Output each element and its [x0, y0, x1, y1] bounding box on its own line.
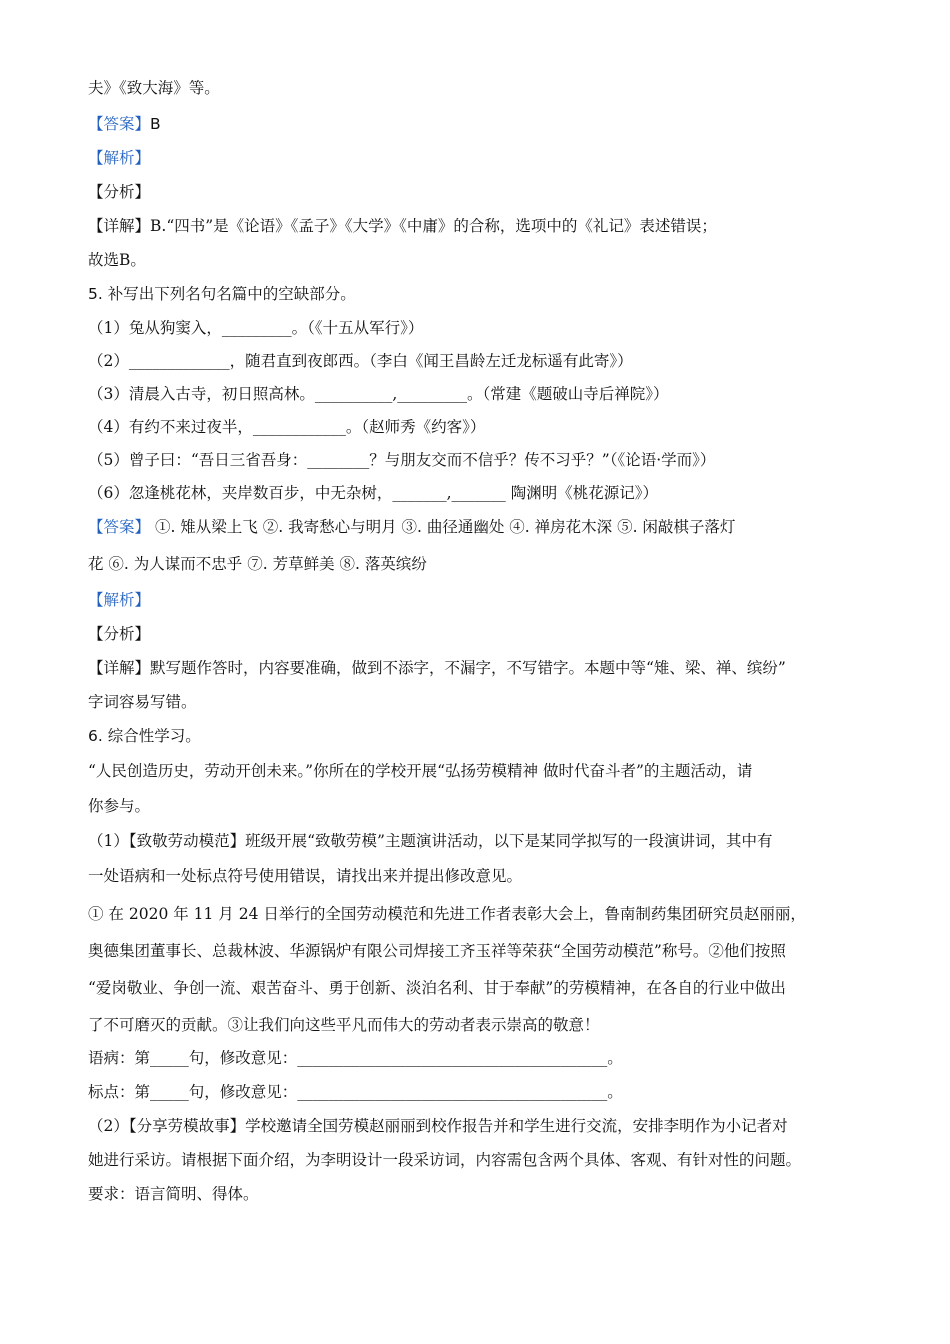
- analysis-tag: 【解析】: [88, 149, 151, 167]
- answer-line: 【答案】B: [88, 115, 161, 133]
- analysis-line: [88, 148, 150, 168]
- text-line: 一处语病和一处标点符号使用错误，请找出来并提出修改意见。: [88, 867, 523, 885]
- text-line: 花 ⑥. 为人谋而不忠乎 ⑦. 芳草鲜美 ⑧. 落英缤纷: [88, 555, 427, 573]
- text-line: 她进行采访。请根据下面介绍，为李明设计一段采访词，内容需包含两个具体、客观、有针对性的问题。: [88, 1151, 802, 1169]
- answer-tag: 【答案】: [88, 115, 151, 133]
- text-line: （3）清晨入古寺，初日照高林。__________,_________。（常建《题破山寺后禅院》）: [88, 385, 669, 403]
- text-line: 要求：语言简明、得体。: [88, 1185, 259, 1203]
- question-heading: 6. 综合性学习。: [88, 727, 201, 745]
- analysis-tag: 【解析】: [88, 591, 151, 609]
- answer-tag: 【答案】: [88, 518, 151, 536]
- text-line: 【分析】: [88, 183, 151, 201]
- text-line: 夫》《致大海》等。: [88, 79, 220, 97]
- text-line: 字词容易写错。: [88, 693, 197, 711]
- quote-line: 奥德集团董事长、总裁林波、华源锅炉有限公司焊接工齐玉祥等荣获“全国劳动模范”称号。②他们按照: [88, 942, 786, 960]
- text-line: 故选B。: [88, 251, 146, 269]
- quote-line: 了不可磨灭的贡献。③让我们向这些平凡而伟大的劳动者表示崇高的敬意！: [88, 1016, 600, 1034]
- text-line: （6）忽逢桃花林，夹岸数百步，中无杂树，_______,_______ 陶渊明《桃花源记》）: [88, 484, 658, 502]
- text-line: 标点：第_____句，修改意见：________________________________________。: [88, 1083, 623, 1101]
- question-heading: 5. 补写出下列名句名篇中的空缺部分。: [88, 285, 356, 303]
- text-line: 【详解】默写题作答时，内容要准确，做到不添字，不漏字，不写错字。本题中等“雉、梁、禅、缤纷”: [88, 659, 786, 677]
- text-line: （1）【致敬劳动模范】班级开展“致敬劳模”主题演讲活动，以下是某同学拟写的一段演讲词，其中有: [88, 832, 773, 850]
- quote-line: ① 在 2020 年 11 月 24 日举行的全国劳动模范和先进工作者表彰大会上，鲁南制药集团研究员赵丽丽，: [88, 905, 806, 923]
- text-line: （2）【分享劳模故事】学校邀请全国劳模赵丽丽到校作报告并和学生进行交流，安排李明作为小记者对: [88, 1117, 788, 1135]
- text-line: （1）兔从狗窦入，_________。（《十五从军行》）: [88, 319, 424, 337]
- text-line: （4）有约不来过夜半，____________。（赵师秀《约客》）: [88, 418, 486, 436]
- text-line: 语病：第_____句，修改意见：________________________________________。: [88, 1049, 623, 1067]
- text-line: 【详解】B.“四书”是《论语》《孟子》《大学》《中庸》的合称，选项中的《礼记》表述错误；: [88, 217, 717, 235]
- text-line: 【分析】: [88, 625, 151, 643]
- answer-line: 【答案】 ①. 雉从梁上飞 ②. 我寄愁心与明月 ③. 曲径通幽处 ④. 禅房花木深 ⑤. 闲敲棋子落灯: [88, 518, 736, 536]
- text-line: 你参与。: [88, 797, 151, 815]
- text-line: （5）曾子曰：“吾日三省吾身：________？与朋友交而不信乎？传不习乎？”（《论语·学而》）: [88, 451, 716, 469]
- analysis-line: [88, 590, 150, 610]
- quote-line: “爱岗敬业、争创一流、艰苦奋斗、勇于创新、淡泊名利、甘于奉献”的劳模精神，在各自的行业中做出: [88, 979, 786, 997]
- text-line: （2）_____________，随君直到夜郎西。（李白《闻王昌龄左迁龙标遥有此寄》）: [88, 352, 633, 370]
- text-line: “人民创造历史，劳动开创未来。”你所在的学校开展“弘扬劳模精神 做时代奋斗者”的主题活动，请: [88, 762, 753, 780]
